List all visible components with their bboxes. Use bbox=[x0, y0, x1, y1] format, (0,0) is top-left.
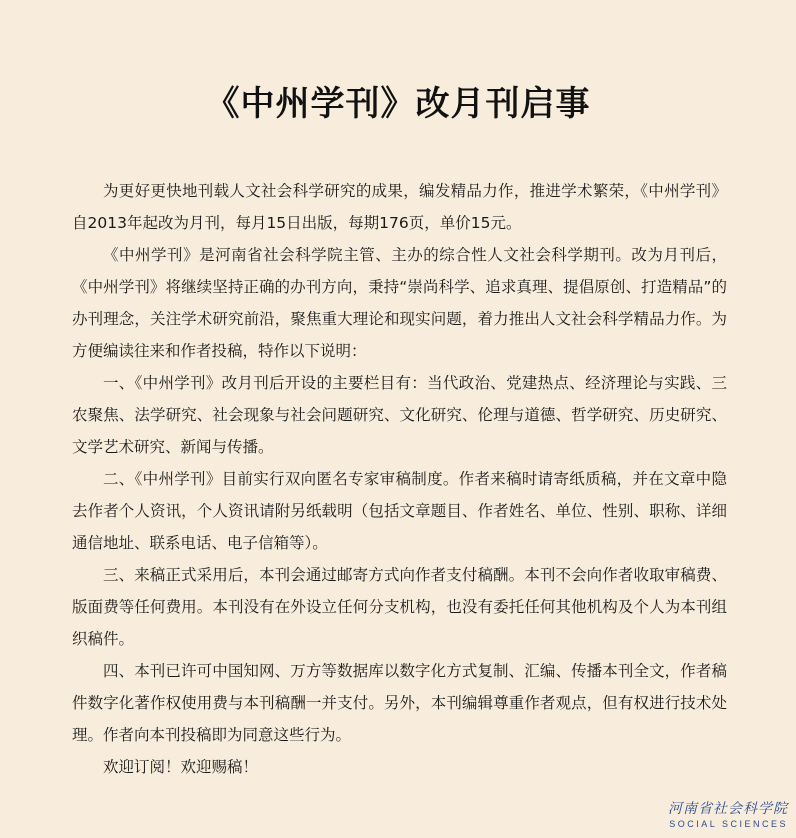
notice-body bbox=[72, 175, 727, 783]
paragraph-welcome: 欢迎订阅！欢迎赐稿！ bbox=[103, 758, 259, 776]
paragraph-copyright: 四、本刊已许可中国知网、万方等数据库以数字化方式复制、汇编、传播本刊全文，作者稿件数字化著作权使用费与本刊稿酬一并支付。另外，本刊编辑尊重作者观点，但有权进行技术处理。作者向本刊投稿即为同意这些行为。 bbox=[72, 662, 727, 744]
academy-logo-cn: 河南省社会科学院 bbox=[668, 801, 788, 817]
academy-logo-en: SOCIAL SCIENCES bbox=[669, 819, 788, 829]
paragraph-intro: 为更好更快地刊载人文社会科学研究的成果，编发精品力作，推进学术繁荣，《中州学刊》自2013年起改为月刊，每月15日出版，每期176页，单价15元。 bbox=[72, 182, 727, 232]
paragraph-fees: 三、来稿正式采用后，本刊会通过邮寄方式向作者支付稿酬。本刊不会向作者收取审稿费、版面费等任何费用。本刊没有在外设立任何分支机构，也没有委托任何其他机构及个人为本刊组织稿件。 bbox=[72, 566, 727, 648]
paragraph-columns: 一、《中州学刊》改月刊后开设的主要栏目有：当代政治、党建热点、经济理论与实践、三农聚焦、法学研究、社会现象与社会问题研究、文化研究、伦理与道德、哲学研究、历史研究、文学艺术研究、新闻与传播。 bbox=[72, 374, 727, 456]
academy-logo bbox=[668, 800, 788, 830]
notice-title: 《中州学刊》改月刊启事 bbox=[205, 84, 591, 124]
paragraph-about: 《中州学刊》是河南省社会科学院主管、主办的综合性人文社会科学期刊。改为月刊后，《中州学刊》将继续坚持正确的办刊方向，秉持“崇尚科学、追求真理、提倡原创、打造精品”的办刊理念，关注学术研究前沿，聚焦重大理论和现实问题，着力推出人文社会科学精品力作。为方便编读往来和作者投稿，特作以下说明： bbox=[72, 246, 727, 360]
paragraph-review: 二、《中州学刊》目前实行双向匿名专家审稿制度。作者来稿时请寄纸质稿，并在文章中隐去作者个人资讯，个人资讯请附另纸载明（包括文章题目、作者姓名、单位、性别、职称、详细通信地址、联系电话、电子信箱等）。 bbox=[72, 470, 727, 552]
